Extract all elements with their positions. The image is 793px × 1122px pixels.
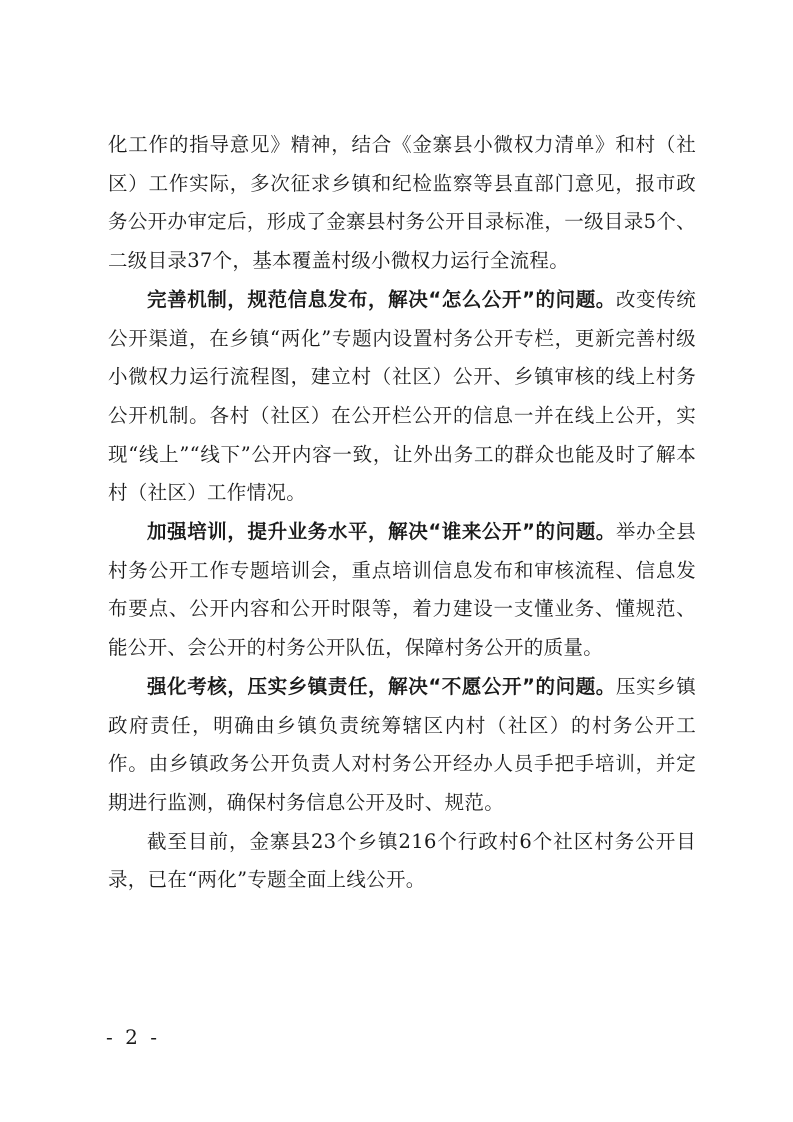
paragraph-assessment	[108, 668, 696, 823]
paragraph-text: 举办全县村务公开工作专题培训会，重点培训信息发布和审核流程、信息发布要点、公开内容和公开时限等，着力建设一支懂业务、懂规范、能公开、会公开的村务公开队伍，保障村务公开的质量。	[108, 520, 696, 660]
paragraph-mechanism	[108, 281, 696, 513]
paragraph-lead-heading: 加强培训，提升业务水平，解决“谁来公开”的问题。	[147, 520, 616, 544]
paragraph-summary	[108, 823, 696, 900]
document-body	[108, 126, 696, 900]
paragraph-text: 压实乡镇政府责任，明确由乡镇负责统筹辖区内村（社区）的村务公开工作。由乡镇政务公开负责人对村务公开经办人员手把手培训，并定期进行监测，确保村务信息公开及时、规范。	[108, 674, 696, 814]
paragraph-text: 化工作的指导意见》精神，结合《金寨县小微权力清单》和村（社区）工作实际，多次征求乡镇和纪检监察等县直部门意见，报市政务公开办审定后，形成了金寨县村务公开目录标准，一级目录5个、二级目录37个，基本覆盖村级小微权力运行全流程。	[108, 133, 696, 273]
paragraph-text: 截至目前，金寨县23个乡镇216个行政村6个社区村务公开目录，已在“两化”专题全面上线公开。	[108, 829, 696, 892]
paragraph-lead-heading: 强化考核，压实乡镇责任，解决“不愿公开”的问题。	[147, 674, 616, 698]
paragraph-training	[108, 513, 696, 668]
paragraph-lead-heading: 完善机制，规范信息发布，解决“怎么公开”的问题。	[147, 287, 616, 311]
paragraph-continuation	[108, 126, 696, 281]
paragraph-text: 改变传统公开渠道，在乡镇“两化”专题内设置村务公开专栏，更新完善村级小微权力运行流程图，建立村（社区）公开、乡镇审核的线上村务公开机制。各村（社区）在公开栏公开的信息一并在线上公开，实现“线上”“线下”公开内容一致，让外出务工的群众也能及时了解本村（社区）工作情况。	[108, 287, 696, 505]
page-number: - 2 -	[106, 1025, 160, 1049]
